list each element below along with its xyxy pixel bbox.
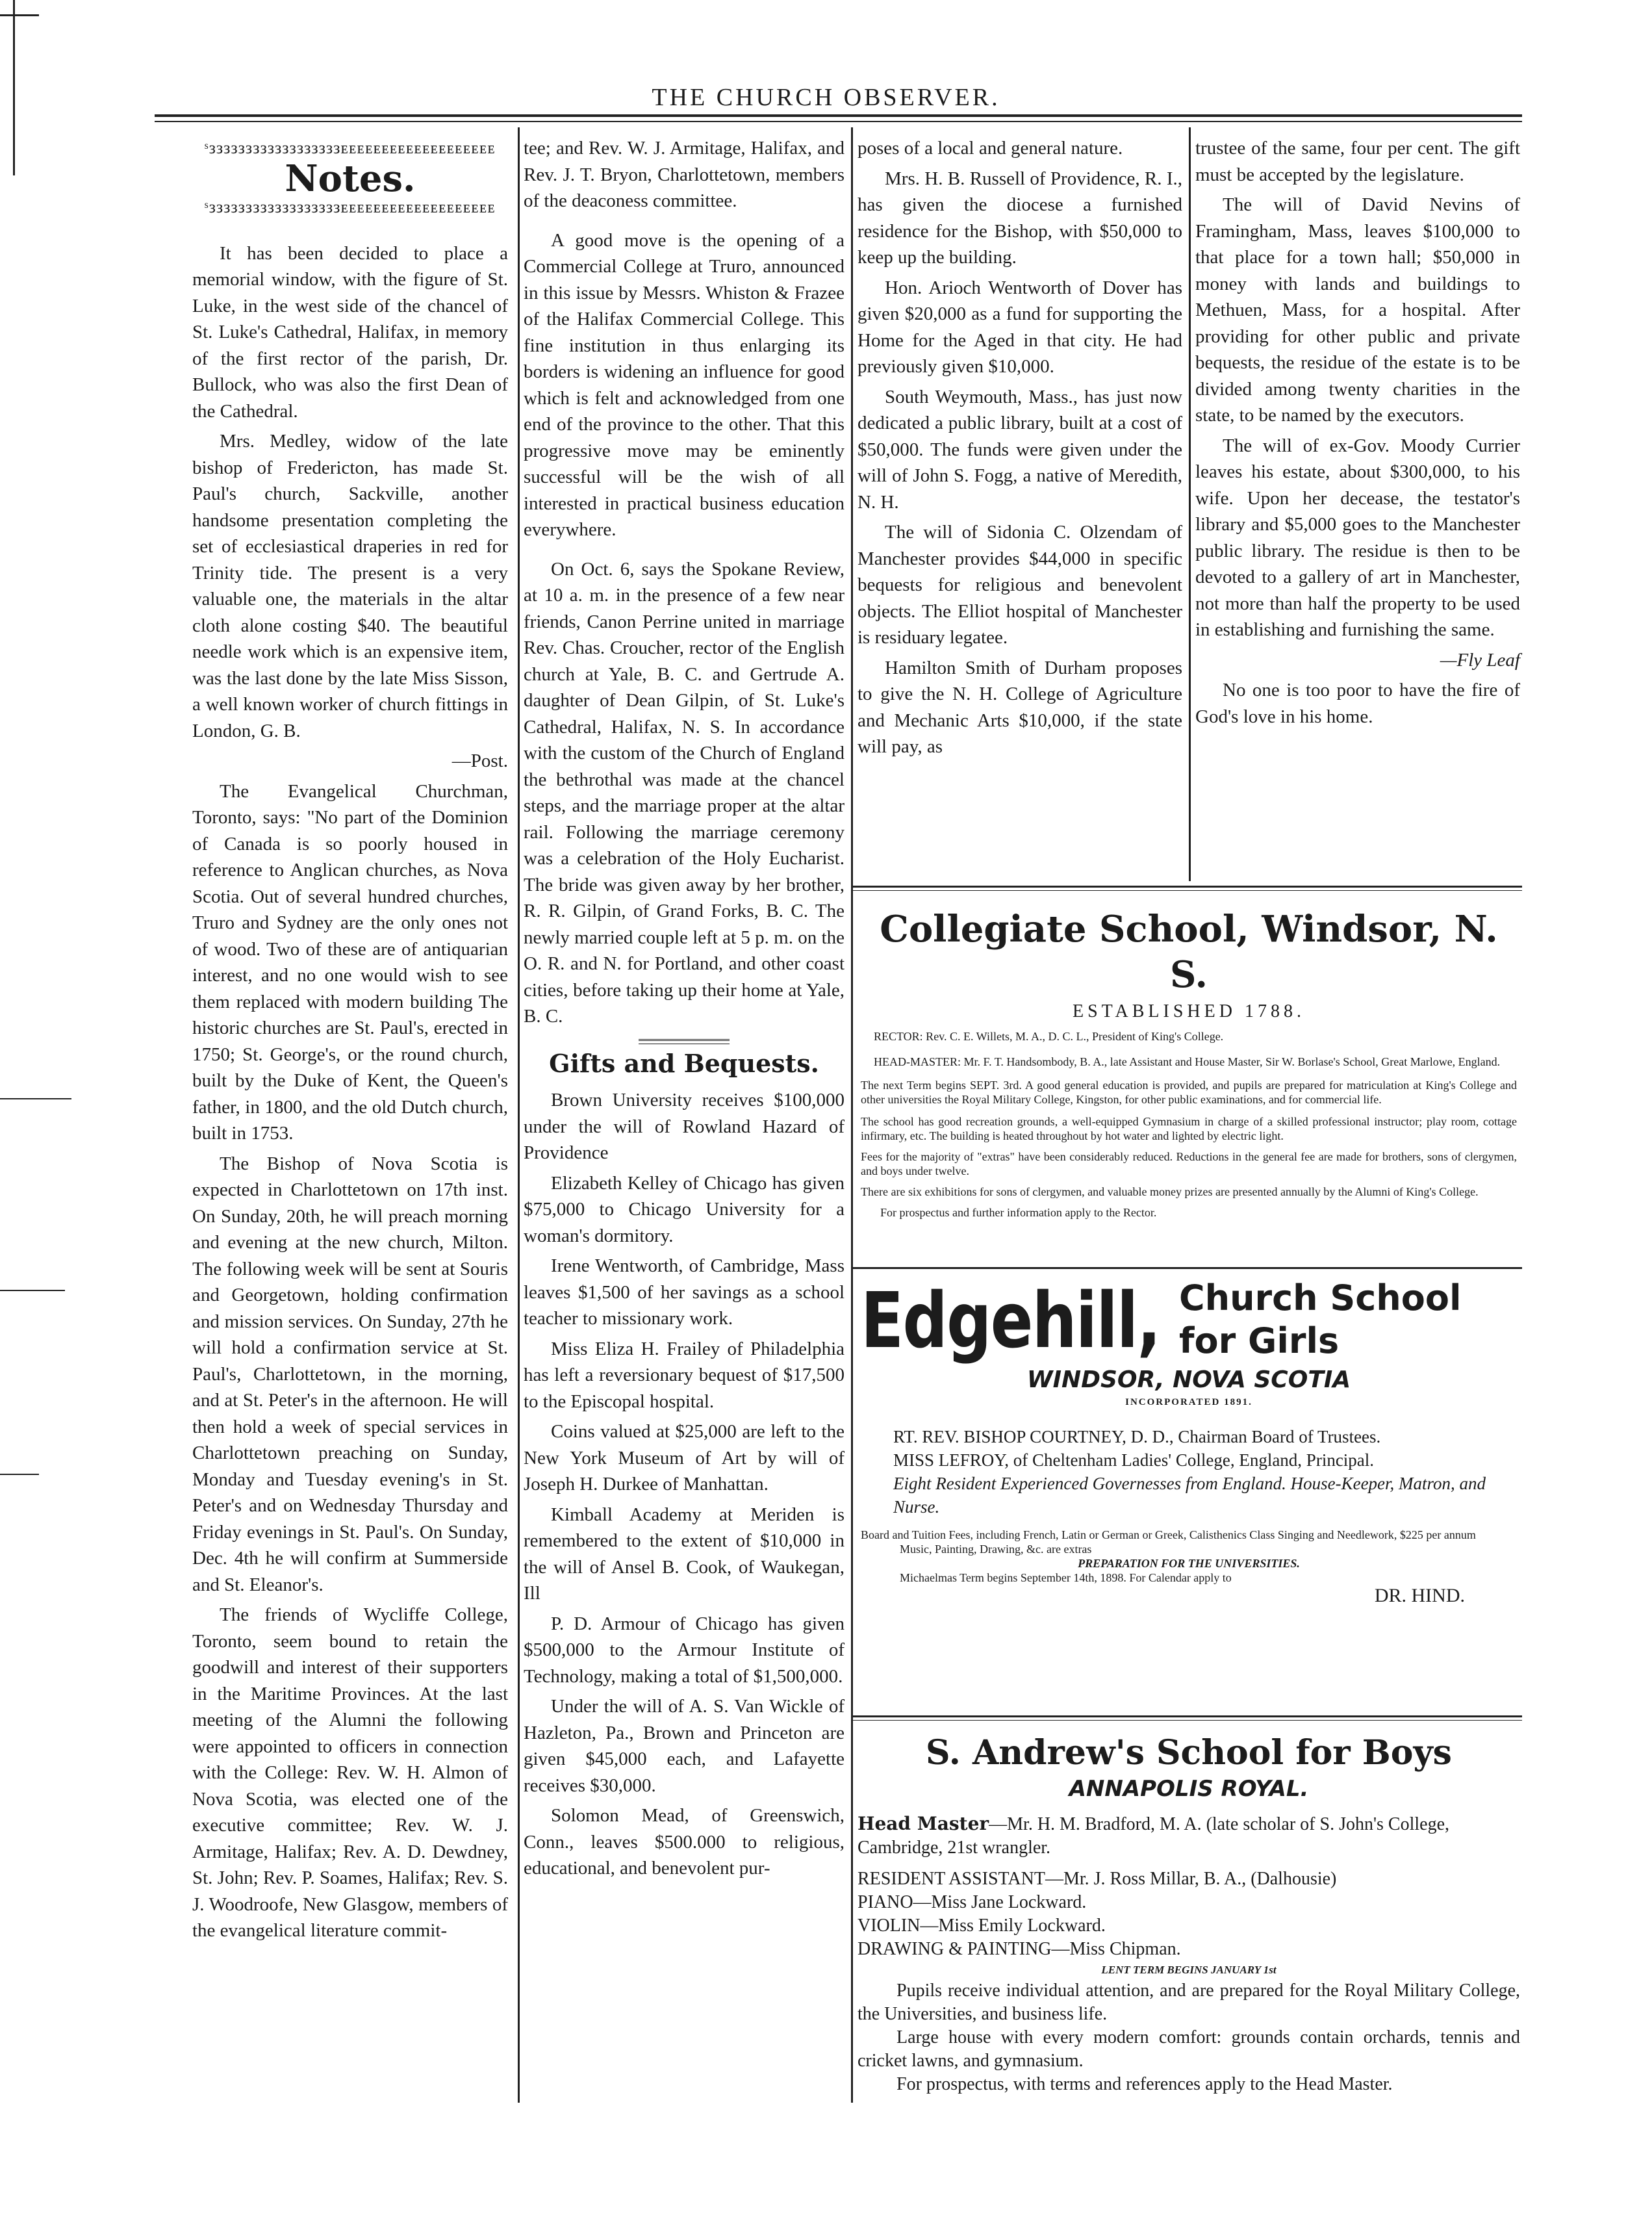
ad-headmaster: HEAD-MASTER: Mr. F. T. Handsombody, B. A., late Assistant and House Master, Sir W. Borlase's School, Great Marlowe, England. xyxy=(874,1055,1501,1068)
ad-staff: Eight Resident Experienced Governesses from England. House-Keeper, Matron, and Nurse. xyxy=(893,1474,1486,1517)
ad-established: ESTABLISHED 1788. xyxy=(1073,1001,1305,1021)
ad-headmaster: —Mr. H. M. Bradford, M. A. (late scholar of S. John's College, Cambridge, 21st wrangler. xyxy=(858,1814,1449,1858)
article-paragraph: The Evangelical Churchman, Toronto, says: "No part of the Dominion of Canada is so poorly housed in reference to Anglican churches, as Nova Scotia. Out of several hundred churches, Truro and Sydney are the only ones not of wood. Two of these are of antiquarian interest, and no one would wish to see them replaced with modern building The historic churches are St. Paul's, erected in 1750; St. George's, or the round church, built by the Duke of Kent, the Queen's father, in 1800, and the old Dutch church, built in 1753. xyxy=(192,780,508,1144)
ad-grounds: The school has good recreation grounds, a well-equipped Gymnasium in charge of a skilled professional instructor; play room, cottage infirmary, etc. The building is heated throughout by hot water and lighted by electric light. xyxy=(861,1115,1517,1142)
ad-drawing: DRAWING & PAINTING—Miss Chipman. xyxy=(858,1939,1181,1959)
ad-rector: RECTOR: Rev. C. E. Willets, M. A., D. C. L., President of King's College. xyxy=(874,1030,1224,1043)
masthead-rule xyxy=(155,114,1522,117)
ad-subtitle: for Girls xyxy=(1179,1320,1340,1361)
article-source: —Post. xyxy=(451,750,508,771)
ad-edgehill xyxy=(861,1277,1517,1607)
margin-mark xyxy=(0,1474,39,1475)
article-paragraph: Mrs. H. B. Russell of Providence, R. I., has given the diocese a furnished residence for the Bishop, with $50,000 to keep up the building. xyxy=(858,168,1182,268)
gift-item: Brown University receives $100,000 under the will of Rowland Hazard of Providence xyxy=(524,1090,845,1163)
gift-item: Coins valued at $25,000 are left to the New York Museum of Art by will of Joseph H. Durkee of Manhattan. xyxy=(524,1421,845,1494)
column-three xyxy=(858,135,1182,764)
ad-title: Collegiate School, Windsor, N. S. xyxy=(880,908,1498,996)
ad-st-andrews xyxy=(858,1732,1520,2096)
article-paragraph: South Weymouth, Mass., has just now dedicated a public library, built at a cost of $50,000. The funds were given under the will of John S. Fogg, a native of Meredith, N. H. xyxy=(858,386,1182,513)
ad-prospectus: For prospectus and further information apply to the Rector. xyxy=(880,1206,1157,1219)
ad-headmaster-label: Head Master xyxy=(858,1813,989,1834)
article-paragraph: Mrs. Medley, widow of the late bishop of Fredericton, has made St. Paul's church, Sackville, another handsome presentation completing the set of ecclesiastical draperies in red for Trinity tide. The present is a very valuable one, the materials in the altar cloth alone costing $40. The beautiful needle work which is an expensive item, was the last done by the late Miss Sisson, a well known worker of church fittings in London, G. B. xyxy=(192,431,508,741)
article-source: —Fly Leaf xyxy=(1440,649,1520,671)
ad-piano: PIANO—Miss Jane Lockward. xyxy=(858,1892,1087,1912)
ad-divider xyxy=(852,1715,1522,1717)
article-paragraph: No one is too poor to have the fire of God's love in his home. xyxy=(1195,680,1520,727)
ad-title: Edgehill, xyxy=(861,1276,1160,1365)
masthead-rule xyxy=(155,121,1522,122)
gift-item: Miss Eliza H. Frailey of Philadelphia has left a reversionary bequest of $17,500 to the Episcopal hospital. xyxy=(524,1338,845,1412)
column-four xyxy=(1195,135,1520,734)
ad-divider xyxy=(852,890,1522,891)
margin-mark xyxy=(0,14,39,16)
gift-item: Solomon Mead, of Greenswich, Conn., leaves $500.000 to religious, educational, and benevolent pur- xyxy=(524,1805,845,1879)
ad-preparation: PREPARATION FOR THE UNIVERSITIES. xyxy=(1078,1557,1300,1570)
ad-incorporated: INCORPORATED 1891. xyxy=(1125,1397,1252,1407)
section-divider xyxy=(639,1039,730,1044)
ad-violin: VIOLIN—Miss Emily Lockward. xyxy=(858,1916,1106,1936)
article-paragraph: Hon. Arioch Wentworth of Dover has given $20,000 as a fund for supporting the Home for the Aged in that city. He had previously given $10,000. xyxy=(858,277,1182,377)
ad-assistant: RESIDENT ASSISTANT—Mr. J. Ross Millar, B. A., (Dalhousie) xyxy=(858,1869,1337,1889)
article-paragraph: poses of a local and general nature. xyxy=(858,138,1123,159)
section-title: Gifts and Bequests. xyxy=(549,1048,819,1078)
article-paragraph: tee; and Rev. W. J. Armitage, Halifax, and Rev. J. T. Bryon, Charlottetown, members of the deaconess committee. xyxy=(524,138,845,211)
ad-fees: Board and Tuition Fees, including French, Latin or German or Greek, Calisthenics Class Singing and Needlework, $225 per annum xyxy=(861,1528,1476,1541)
ad-contact: DR. HIND. xyxy=(1374,1585,1465,1606)
article-paragraph: trustee of the same, four per cent. The gift must be accepted by the legislature. xyxy=(1195,138,1520,185)
margin-mark xyxy=(0,1290,65,1291)
article-paragraph: The will of David Nevins of Framingham, Mass, leaves $100,000 to that place for a town hall; $50,000 in money with lands and buildings to Methuen, Mass, for a hospital. After providing for other public and private bequests, the residue of the estate is to be divided among twenty charities in the state, to be named by the executors. xyxy=(1195,194,1520,426)
ad-location: WINDSOR, NOVA SCOTIA xyxy=(1026,1366,1351,1393)
column-notes xyxy=(192,135,508,1948)
ad-divider xyxy=(852,1720,1522,1721)
gift-item: P. D. Armour of Chicago has given $500,000 to the Armour Institute of Technology, making a total of $1,500,000. xyxy=(524,1613,845,1687)
gift-item: Elizabeth Kelley of Chicago has given $75,000 to Chicago University for a woman's dormitory. xyxy=(524,1172,845,1246)
article-paragraph: The will of Sidonia C. Olzendam of Manchester provides $44,000 in specific bequests for religious and benevolent objects. The Elliot hospital of Manchester is residuary legatee. xyxy=(858,522,1182,648)
gift-item: Under the will of A. S. Van Wickle of Hazleton, Pa., Brown and Princeton are given $45,000 each, and Lafayette receives $30,000. xyxy=(524,1696,845,1796)
column-divider xyxy=(851,127,853,2103)
column-divider xyxy=(1189,127,1191,881)
ad-collegiate-school xyxy=(861,906,1517,1220)
article-paragraph: The friends of Wycliffe College, Toronto, seem bound to retain the goodwill and interest of their supporters in the Maritime Provinces. At the last meeting of the Alumni the following were appointed to officers in connection with the College: Rev. W. H. Almon of Nova Scotia, was elected one of the executive committee; Rev. W. J. Armitage, Halifax; Rev. A. D. Dewdney, St. John; Rev. P. Soames, Halifax; Rev. S. J. Woodroofe, New Glasgow, members of the evangelical literature commit- xyxy=(192,1604,508,1941)
ad-title: S. Andrew's School for Boys xyxy=(926,1733,1452,1773)
ad-extras: Music, Painting, Drawing, &c. are extras xyxy=(900,1543,1092,1556)
article-paragraph: The will of ex-Gov. Moody Currier leaves his estate, about $300,000, to his wife. Upon her decease, the testator's library and $5,000 goes to the Manchester public library. The residue is then to be devoted to a gallery of art in Manchester, not more than half the property to be used in establishing and furnishing the same. xyxy=(1195,435,1520,640)
column-two xyxy=(524,135,845,1886)
masthead: THE CHURCH OBSERVER. xyxy=(652,84,1000,111)
ad-term-info: The next Term begins SEPT. 3rd. A good general education is provided, and pupils are prepared for matriculation at King's College and other universities the Royal Military College, Kingston, for other public examinations, and for commercial life. xyxy=(861,1079,1517,1106)
ornament-divider: ˢᴈᴈᴈᴈᴈᴈᴈᴈᴈᴈᴈᴈᴈᴈᴈᴈᴈᴈᴇᴇᴇᴇᴇᴇᴇᴇᴇᴇᴇᴇᴇᴇᴇᴇᴇᴇᴇ xyxy=(205,198,496,216)
column-divider xyxy=(518,127,520,2103)
ad-paragraph: Pupils receive individual attention, and are prepared for the Royal Military College, the Universities, and business life. xyxy=(858,1981,1520,2024)
margin-mark xyxy=(0,1098,71,1099)
ad-exhibitions: There are six exhibitions for sons of clergymen, and valuable money prizes are presented annually by the Alumni of King's College. xyxy=(861,1185,1479,1198)
article-paragraph: It has been decided to place a memorial window, with the figure of St. Luke, in the west side of the chancel of St. Luke's Cathedral, Halifax, in memory of the first rector of the parish, Dr. Bullock, who was also the first Dean of the Cathedral. xyxy=(192,242,508,422)
ad-location: ANNAPOLIS ROYAL. xyxy=(1069,1776,1309,1802)
article-paragraph: A good move is the opening of a Commercial College at Truro, announced in this issue by Messrs. Whiston & Frazee of the Halifax Commercial College. This fine institution in thus enlarging its borders is widening an influence for good which is felt and acknowledged from one end of the province to the other. That this progressive move may be eminently successful will be the wish of all interested in practical business education everywhere. xyxy=(524,229,845,540)
ad-principal: MISS LEFROY, of Cheltenham Ladies' College, England, Principal. xyxy=(893,1450,1375,1470)
article-paragraph: On Oct. 6, says the Spokane Review, at 10 a. m. in the presence of a few near friends, Canon Perrine united in marriage Rev. Chas. Croucher, rector of the English church at Yale, B. C. and Gertrude A. daughter of Dean Gilpin, of St. Luke's Cathedral, Halifax, N. S. In accordance with the custom of the Church of England the bethrothal was made at the chancel steps, and the marriage proper at the altar rail. Following the marriage ceremony was a celebration of the Holy Eucharist. The bride was given away by her brother, R. R. Gilpin, of Grand Forks, B. C. The newly married couple left at 5 p. m. on the O. R. and N. for Portland, and other coast cities, before taking up their home at Yale, B. C. xyxy=(524,558,845,1027)
ad-term: LENT TERM BEGINS JANUARY 1st xyxy=(1101,1964,1277,1976)
ad-divider xyxy=(852,886,1522,888)
ad-paragraph: Large house with every modern comfort: grounds contain orchards, tennis and cricket lawns, and gymnasium. xyxy=(858,2027,1520,2071)
ad-fees: Fees for the majority of "extras" have been considerably reduced. Reductions in the general fee are made for brothers, sons of clergymen, and boys under twelve. xyxy=(861,1150,1517,1177)
article-paragraph: The Bishop of Nova Scotia is expected in Charlottetown on 17th inst. On Sunday, 20th, he will preach morning and evening at the new church, Milton. The following week will be sent at Souris and Georgetown, holding confirmation and mission services. On Sunday, 27th he will hold a confirmation service at St. Paul's, Charlottetown, in the morning, and at St. Peter's in the afternoon. He will then hold a week of special services in Charlottetown preaching on Sunday, Monday and Tuesday evening's in St. Peter's and on Wednesday Thursday and Friday evenings in St. Paul's. On Sunday, Dec. 4th he will confirm at Summerside and St. Eleanor's. xyxy=(192,1153,508,1595)
article-paragraph: Hamilton Smith of Durham proposes to give the N. H. College of Agriculture and Mechanic Arts $10,000, if the state will pay, as xyxy=(858,657,1182,757)
ad-divider xyxy=(852,1267,1522,1269)
ornament-divider: ˢᴈᴈᴈᴈᴈᴈᴈᴈᴈᴈᴈᴈᴈᴈᴈᴈᴈᴈᴇᴇᴇᴇᴇᴇᴇᴇᴇᴇᴇᴇᴇᴇᴇᴇᴇᴇᴇ xyxy=(205,138,496,157)
section-title: Notes. xyxy=(285,157,416,200)
gift-item: Irene Wentworth, of Cambridge, Mass leaves $1,500 of her savings as a school teacher to missionary work. xyxy=(524,1255,845,1329)
ad-term: Michaelmas Term begins September 14th, 1898. For Calendar apply to xyxy=(900,1571,1232,1584)
gift-item: Kimball Academy at Meriden is remembered to the extent of $10,000 in the will of Ansel B. Cook, of Waukegan, Ill xyxy=(524,1504,845,1604)
ad-chairman: RT. REV. BISHOP COURTNEY, D. D., Chairman Board of Trustees. xyxy=(893,1427,1381,1446)
ad-subtitle: Church School xyxy=(1179,1277,1462,1318)
ad-paragraph: For prospectus, with terms and references apply to the Head Master. xyxy=(896,2074,1393,2094)
